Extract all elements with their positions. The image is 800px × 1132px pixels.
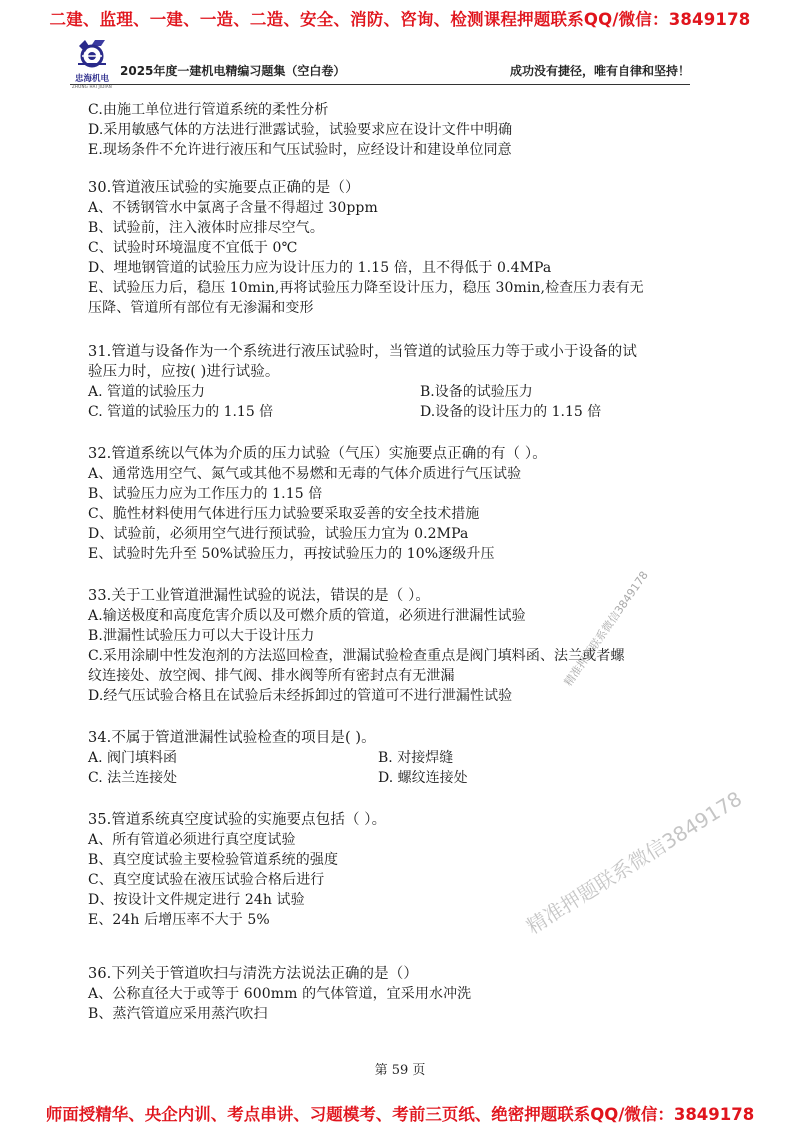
option-line: E.现场条件不允许进行液压和气压试验时，应经设计和建设单位同意: [88, 142, 512, 158]
question-33: [88, 586, 708, 706]
question-stem: 34.不属于管道泄漏性试验检查的项目是( )。: [88, 730, 376, 746]
bottom-banner: 师面授精华、央企内训、考点串讲、习题模考、考前三页纸、绝密押题联系QQ/微信：3849178: [45, 1105, 755, 1124]
question-stem: 36.下列关于管道吹扫与清洗方法说法正确的是（）: [88, 966, 418, 982]
option-line: B.泄漏性试验压力可以大于设计压力: [88, 628, 315, 644]
option-line: D、埋地钢管道的试验压力应为设计压力的 1.15 倍，且不得低于 0.4MPa: [88, 260, 552, 276]
option-line: D.采用敏感气体的方法进行泄露试验，试验要求应在设计文件中明确: [88, 122, 513, 138]
continued-options: [88, 100, 708, 160]
option-line: B、真空度试验主要检验管道系统的强度: [88, 852, 339, 868]
logo-subtitle: ZHONG HAI JIDIAN: [71, 84, 112, 89]
watermark-small: 精准押题联系微信3849178: [561, 568, 651, 689]
option-d: D. 螺纹连接处: [378, 770, 468, 786]
page-header: [70, 38, 690, 89]
page-content: [88, 100, 708, 1042]
option-b: B.设备的试验压力: [420, 384, 533, 400]
option-row: [88, 402, 708, 422]
logo: [70, 38, 114, 89]
option-line: C.由施工单位进行管道系统的柔性分析: [88, 102, 329, 118]
logo-emblem-icon: [75, 38, 109, 70]
option-line: B、试验压力应为工作压力的 1.15 倍: [88, 486, 323, 502]
question-stem: 32.管道系统以气体为介质的压力试验（气压）实施要点正确的有（ ）。: [88, 446, 547, 462]
option-line: A、公称直径大于或等于 600mm 的气体管道，宜采用水冲洗: [88, 986, 472, 1002]
option-line: D、按设计文件规定进行 24h 试验: [88, 892, 305, 908]
logo-name: 忠海机电: [74, 74, 109, 84]
option-line: D.经气压试验合格且在试验后未经拆卸过的管道可不进行泄漏性试验: [88, 688, 513, 704]
option-line: E、24h 后增压率不大于 5%: [88, 912, 270, 928]
option-line: B、试验前，注入液体时应排尽空气。: [88, 220, 324, 236]
question-34: [88, 728, 708, 788]
option-c: C. 法兰连接处: [88, 770, 178, 786]
question-30: [88, 178, 708, 318]
option-row: [88, 748, 708, 768]
question-stem: 33.关于工业管道泄漏性试验的说法，错误的是（ ）。: [88, 588, 431, 604]
option-line: 压降、管道所有部位有无渗漏和变形: [88, 300, 314, 316]
option-line: A、所有管道必须进行真空度试验: [88, 832, 296, 848]
watermark-large: 精准押题联系微信3849178: [522, 786, 747, 939]
header-motto: 成功没有捷径，唯有自律和坚持！: [509, 64, 690, 78]
option-row: [88, 382, 708, 402]
question-stem: 31.管道与设备作为一个系统进行液压试验时，当管道的试验压力等于或小于设备的试: [88, 344, 637, 360]
question-stem-continued: 验压力时，应按( )进行试验。: [88, 364, 280, 380]
option-line: 纹连接处、放空阀、排气阀、排水阀等所有密封点有无泄漏: [88, 668, 455, 684]
option-row: [88, 768, 708, 788]
option-line: D、试验前，必须用空气进行预试验，试验压力宜为 0.2MPa: [88, 526, 469, 542]
option-b: B. 对接焊缝: [378, 750, 454, 766]
question-36: [88, 964, 708, 1024]
option-line: A.输送极度和高度危害介质以及可燃介质的管道，必须进行泄漏性试验: [88, 608, 526, 624]
question-35: [88, 810, 708, 930]
option-a: A. 阀门填料函: [88, 750, 178, 766]
option-line: A、不锈钢管水中氯离子含量不得超过 30ppm: [88, 200, 378, 216]
question-31: [88, 342, 708, 422]
option-line: C、试验时环境温度不宜低于 0℃: [88, 240, 298, 256]
question-stem: 35.管道系统真空度试验的实施要点包括（ ）。: [88, 812, 387, 828]
option-line: C、真空度试验在液压试验合格后进行: [88, 872, 325, 888]
option-d: D.设备的设计压力的 1.15 倍: [420, 404, 602, 420]
option-line: C、脆性材料使用气体进行压力试验要采取妥善的安全技术措施: [88, 506, 480, 522]
option-line: E、试验压力后，稳压 10min,再将试验压力降至设计压力，稳压 30min,检查压力表有无: [88, 280, 644, 296]
option-line: B、蒸汽管道应采用蒸汽吹扫: [88, 1006, 268, 1022]
option-c: C. 管道的试验压力的 1.15 倍: [88, 404, 274, 420]
question-32: [88, 444, 708, 564]
page-number: 第 59 页: [374, 1063, 426, 1078]
option-line: E、试验时先升至 50%试验压力，再按试验压力的 10%逐级升压: [88, 546, 495, 562]
document-title: 2025年度一建机电精编习题集（空白卷）: [120, 64, 346, 78]
option-a: A. 管道的试验压力: [88, 384, 206, 400]
option-line: C.采用涂刷中性发泡剂的方法巡回检查，泄漏试验检查重点是阀门填料函、法兰或者螺: [88, 648, 625, 664]
option-line: A、通常选用空气、氮气或其他不易燃和无毒的气体介质进行气压试验: [88, 466, 522, 482]
top-banner: 二建、监理、一建、一造、二造、安全、消防、咨询、检测课程押题联系QQ/微信：3849178: [49, 10, 751, 29]
question-stem: 30.管道液压试验的实施要点正确的是（）: [88, 180, 360, 196]
